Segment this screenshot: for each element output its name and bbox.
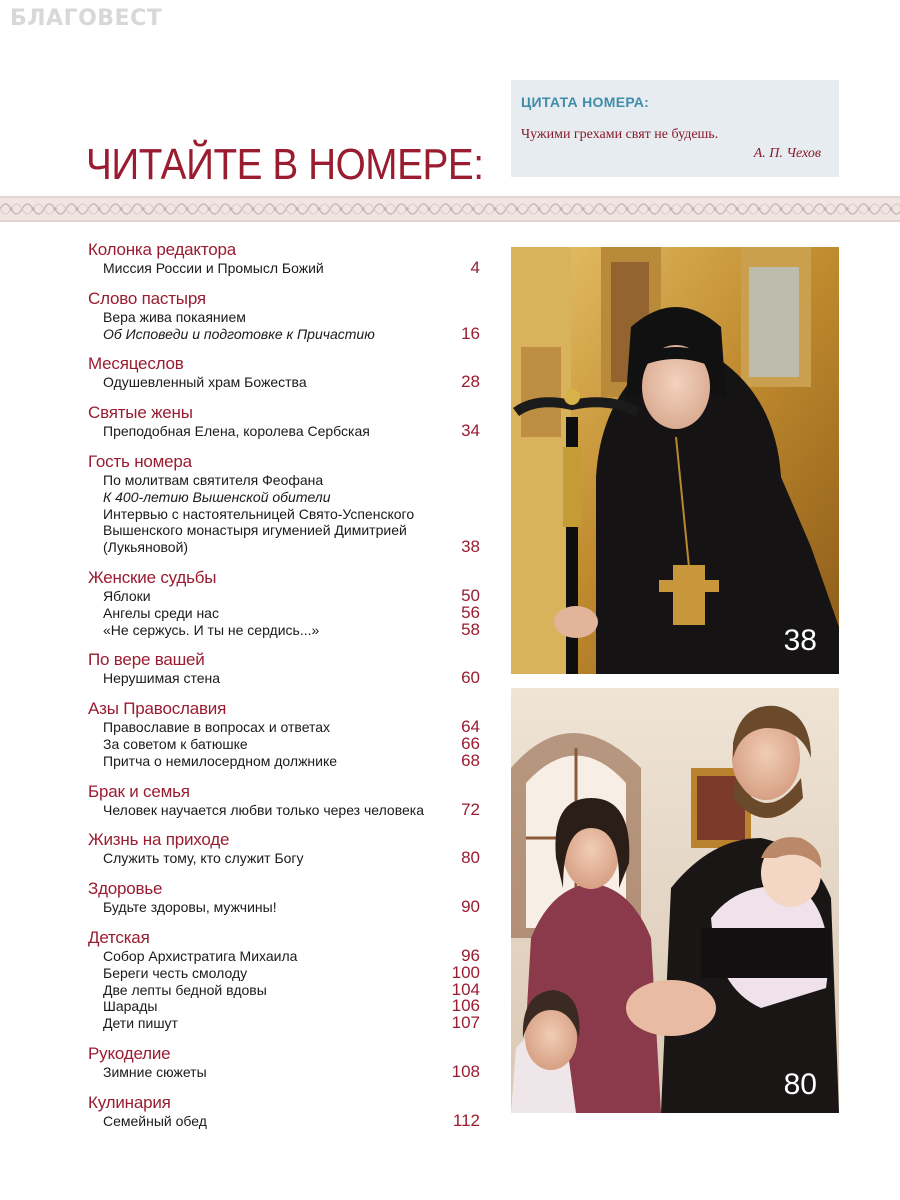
toc-section-title[interactable]: Здоровье <box>88 879 163 899</box>
toc-section-title[interactable]: Гость номера <box>88 451 192 471</box>
toc-entry-title: Дети пишут <box>103 1015 178 1032</box>
toc-entry-title: К 400-летию Вышенской обители <box>103 488 331 505</box>
toc-entry-page-number: 112 <box>452 1110 480 1130</box>
toc-entry-title: Одушевленный храм Божества <box>103 374 307 391</box>
toc-section-title[interactable]: Детская <box>88 927 150 947</box>
toc-entry-title: Вышенского монастыря игуменией Димитрией <box>103 522 407 539</box>
toc-section <box>88 289 480 343</box>
toc-section <box>88 240 480 277</box>
toc-entry[interactable] <box>88 323 480 343</box>
toc-entry[interactable] <box>88 423 480 440</box>
toc-section <box>88 1044 480 1081</box>
toc-entry-page-number: 66 <box>461 733 480 753</box>
toc-entry-title: Будьте здоровы, мужчины! <box>103 899 277 916</box>
toc-section <box>88 830 480 867</box>
toc-entry[interactable] <box>88 733 480 753</box>
toc-entry[interactable] <box>88 602 480 622</box>
toc-entry-page-number: 50 <box>461 585 480 605</box>
toc-section-title[interactable]: Слово пастыря <box>88 288 206 308</box>
toc-entry[interactable] <box>88 750 480 770</box>
toc-entry-page-number: 108 <box>451 1061 480 1081</box>
priest-family-photo <box>511 688 839 1113</box>
toc-entry-title: Православие в вопросах и ответах <box>103 719 331 736</box>
quote-heading: ЦИТАТА НОМЕРА: <box>521 94 650 110</box>
toc-entry-title: (Лукьяновой) <box>103 539 189 556</box>
toc-entry-page-number: 56 <box>461 602 480 622</box>
toc-entry[interactable] <box>88 979 480 999</box>
toc-entry-page-number: 38 <box>461 537 480 557</box>
toc-section <box>88 928 480 1032</box>
toc-section-title[interactable]: Рукоделие <box>88 1043 171 1063</box>
toc-entry-title: Вера жива покаянием <box>103 308 246 325</box>
toc-section-title[interactable]: Женские судьбы <box>88 567 217 587</box>
toc-section-title[interactable]: Кулинария <box>88 1092 171 1112</box>
toc-entry-title: Служить тому, кто служит Богу <box>103 850 304 867</box>
toc-section-title[interactable]: Азы Православия <box>88 699 227 719</box>
toc-section <box>88 650 480 687</box>
toc-entry[interactable] <box>88 719 480 736</box>
toc-section-title[interactable]: Месяцеслов <box>88 354 184 374</box>
toc-entry-title: Ангелы среди нас <box>103 604 219 621</box>
photo-page-number: 80 <box>783 1068 817 1101</box>
toc-entry-page-number: 64 <box>461 717 480 737</box>
toc-section-title[interactable]: По вере вашей <box>88 650 205 670</box>
toc-section <box>88 452 480 556</box>
toc-entry-page-number: 28 <box>461 372 480 392</box>
toc-entry[interactable] <box>88 619 480 639</box>
toc-entry-title: Интервью с настоятельницей Свято-Успенского <box>103 505 415 522</box>
toc-entry-page-number: 90 <box>461 897 480 917</box>
toc-entry-page-number: 96 <box>461 945 480 965</box>
toc-entry-title: Береги честь смолоду <box>103 964 248 981</box>
toc-entry-title: Семейный обед <box>103 1112 207 1129</box>
toc-section <box>88 782 480 819</box>
toc-entry-title: Притча о немилосердном должнике <box>103 752 338 769</box>
toc-entry-title: По молитвам святителя Феофана <box>103 471 324 488</box>
toc-entry-page-number: 80 <box>461 848 480 868</box>
toc-entry[interactable] <box>88 850 480 867</box>
toc-entry-page-number: 104 <box>451 979 480 999</box>
toc-entry[interactable] <box>88 472 480 489</box>
toc-entry[interactable] <box>88 670 480 687</box>
toc-entry-page-number: 100 <box>451 962 480 982</box>
toc-section <box>88 1093 480 1130</box>
toc-entry[interactable] <box>88 945 480 965</box>
toc-section <box>88 354 480 391</box>
toc-section-title[interactable]: Брак и семья <box>88 781 190 801</box>
toc-section <box>88 699 480 769</box>
toc-entry-page-number: 107 <box>451 1013 480 1033</box>
toc-entry-title: Миссия России и Промысл Божий <box>103 260 324 276</box>
toc-entry-title: Нерушимая стена <box>103 670 221 687</box>
toc-section-title[interactable]: Святые жены <box>88 403 193 423</box>
toc-entry-title: Собор Архистратига Михаила <box>103 947 298 964</box>
toc-entry-title: Яблоки <box>103 587 151 604</box>
toc-entry[interactable] <box>88 260 480 277</box>
photo-priest-family <box>511 688 839 1113</box>
toc-entry[interactable] <box>88 309 480 326</box>
quote-author: А. П. Чехов <box>753 146 821 161</box>
toc-section <box>88 568 480 638</box>
toc-entry-title: Человек научается любви только через человека <box>103 801 424 818</box>
toc-entry-page-number: 4 <box>470 258 480 277</box>
toc-entry[interactable] <box>88 1015 480 1032</box>
toc-entry-page-number: 106 <box>451 996 480 1016</box>
toc-section-title[interactable]: Колонка редактора <box>88 240 237 259</box>
toc-section <box>88 879 480 916</box>
toc-entry-title: Об Исповеди и подготовке к Причастию <box>103 325 375 342</box>
toc-entry[interactable] <box>88 522 480 539</box>
abbess-portrait-photo <box>511 247 839 674</box>
toc-entry[interactable] <box>88 998 480 1015</box>
toc-entry-page-number: 34 <box>461 421 480 441</box>
toc-section <box>88 403 480 440</box>
quote-text: Чужими грехами свят не будешь. <box>521 127 719 142</box>
photo-abbess <box>511 247 839 674</box>
magazine-logo: БЛАГОВЕСТ <box>10 6 163 31</box>
toc-entry-page-number: 72 <box>461 799 480 819</box>
toc-entry-title: Две лепты бедной вдовы <box>103 981 267 998</box>
ornamental-divider <box>0 196 900 222</box>
toc-entry-page-number: 60 <box>461 668 480 688</box>
toc-entry-title: Зимние сюжеты <box>103 1063 207 1080</box>
toc-entry[interactable] <box>88 374 480 391</box>
toc-entry[interactable] <box>88 585 480 605</box>
toc-entry[interactable] <box>88 539 480 556</box>
table-of-contents <box>88 240 480 1142</box>
photo-page-number: 38 <box>783 624 817 657</box>
toc-entry-title: За советом к батюшке <box>103 735 248 752</box>
quote-of-issue-box <box>511 80 839 177</box>
toc-entry[interactable] <box>88 1110 480 1130</box>
toc-entry[interactable] <box>88 799 480 819</box>
toc-entry[interactable] <box>88 489 480 506</box>
toc-entry-title: Шарады <box>103 998 158 1015</box>
toc-entry-page-number: 68 <box>461 750 480 770</box>
toc-section-title[interactable]: Жизнь на приходе <box>88 830 230 850</box>
toc-entry-title: Преподобная Елена, королева Сербская <box>103 423 370 440</box>
toc-entry[interactable] <box>88 899 480 916</box>
toc-entry[interactable] <box>88 506 480 523</box>
toc-entry-title: «Не сержусь. И ты не сердись...» <box>103 621 320 638</box>
toc-entry-page-number: 16 <box>461 323 480 343</box>
toc-entry-page-number: 58 <box>461 619 480 639</box>
toc-entry[interactable] <box>88 1061 480 1081</box>
page-title: ЧИТАЙТЕ В НОМЕРЕ: <box>86 140 484 189</box>
toc-entry[interactable] <box>88 962 480 982</box>
